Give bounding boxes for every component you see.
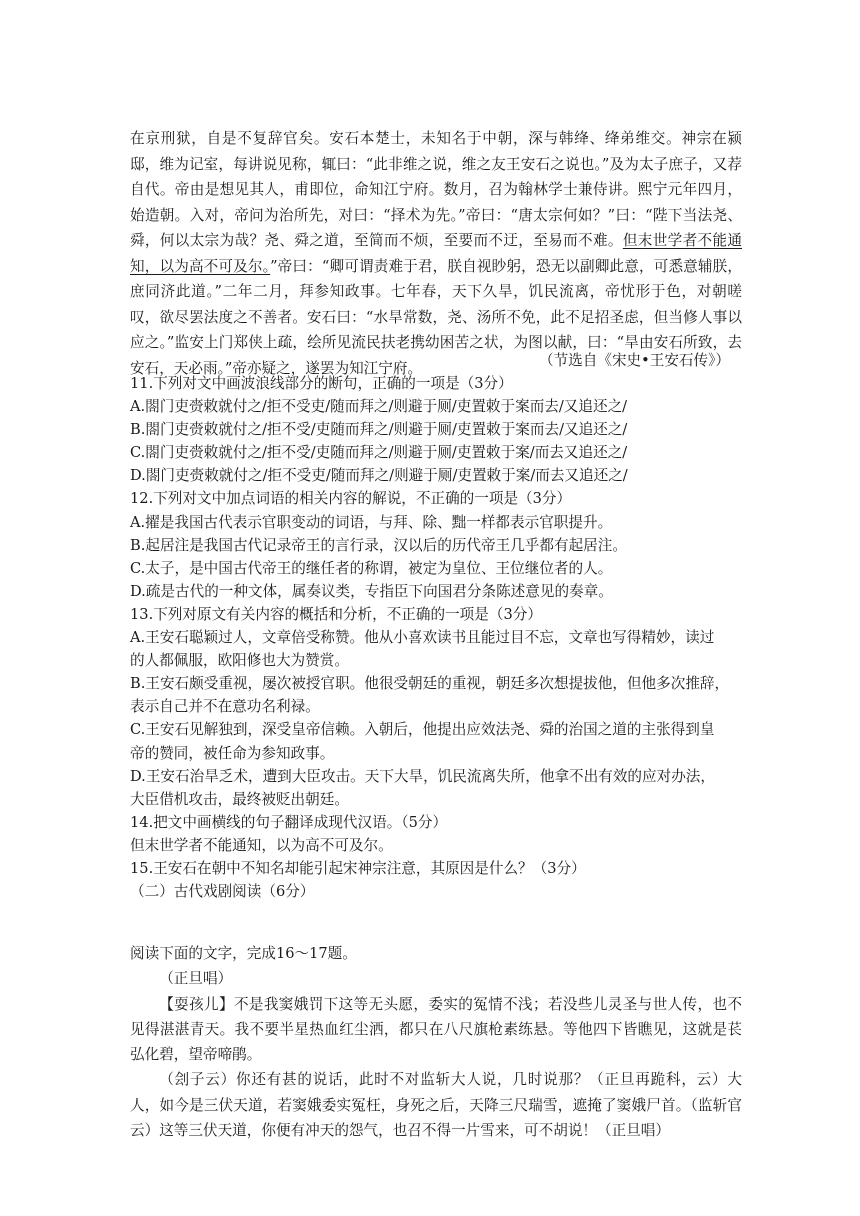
question-list	[130, 372, 742, 903]
question-line: （二）古代戏剧阅读（6分）	[130, 883, 315, 901]
question-line: C.王安石见解独到，深受皇帝信赖。入朝后，他提出应效法尧、舜的治国之道的主张得到皇	[130, 721, 715, 739]
question-line: 大臣借机攻击，最终被贬出朝廷。	[130, 790, 349, 808]
question-line: D.王安石治旱乏术，遭到大臣攻击。天下大旱，饥民流离失所，他拿不出有效的应对办法，	[130, 767, 715, 785]
question-line: 14.把文中画横线的句子翻译成现代汉语。（5分）	[130, 813, 448, 831]
question-line: 表示自己并不在意功名利禄。	[130, 698, 320, 716]
question-line: A.閤门吏赍敕就付之/拒不受吏/随而拜之/则避于厕/吏置敕于案而去/又追还之/	[130, 398, 628, 416]
question-line: D.閤门吏赍敕就付之/拒不受吏/随而拜之/则避于厕/吏置敕于案/而去又追还之/	[130, 467, 628, 485]
question-line: B.起居注是我国古代记录帝王的言行录，汉以后的历代帝王几乎都有起居注。	[130, 536, 627, 554]
question-line: 13.下列对原文有关内容的概括和分析，不正确的一项是（3分）	[130, 605, 542, 623]
question-line: 帝的赞同，被任命为参知政事。	[130, 744, 335, 762]
dotted-char: 疏	[277, 334, 293, 351]
passage-text: ，绘所见流民扶老携幼困苦之状，为图以献，曰：“旱由安石所致，去安石，天必雨。”帝亦疑之，遂罢为知江宁府。	[130, 334, 742, 377]
question-line: 11.下列对文中画波浪线部分的断句，正确的一项是（3分）	[130, 375, 513, 392]
passage-paragraph	[130, 126, 742, 381]
passage-text: 庶子，又荐自代。帝由是想见其人，甫即位，命知江宁府。数月，召为翰林学士兼侍讲。熙宁元年四月，始造朝。入对，帝问为治所先，对曰：“择术为先。”帝曰：“唐太宗何如？”曰：“陛下当法尧、舜，何以太宗为哉？尧、舜之道，至简而不烦，至要而不迂，至易而不难。	[130, 155, 742, 249]
question-line: C.太子，是中国古代帝王的继任者的称谓，被定为皇位、王位继位者的人。	[130, 559, 613, 577]
passage-source: （节选自《宋史•王安石传》）	[538, 352, 730, 369]
passage-text: 在京刑狱，自是不复辞官矣。安石本楚士，未知名于中朝，深与韩绛、绛弟维交。神宗在颍邸，维为记室，每讲说见称，辄曰：“此非维之说，维之友王安石之说也。”及为	[130, 130, 742, 173]
drama-role: （正旦唱）	[159, 970, 233, 988]
passage-text: ”帝曰：“卿可谓责难于君，朕自视眇躬，恐无以副卿此意，可悉意辅朕，庶同济此道。”二年二月，拜参知政事。七年春，天下久旱，饥民流离，帝忧形于色，对朝嗟叹，欲尽罢法度之不善者。安石曰：“水旱常数，尧、汤所不免，此不足招圣虑，但当修人事以应之。”监安上门郑侠上	[130, 257, 742, 351]
drama-intro: 阅读下面的文字，完成16～17题。	[130, 945, 357, 962]
drama-aria: 【耍孩儿】不是我窦娥罚下这等无头愿，委实的冤情不浅；若没些儿灵圣与世人传，也不见得湛湛青天。我不要半星热血红尘洒，都只在八尺旗枪素练悬。等他四下皆瞧见，这就是苌弘化碧，望帝啼鹃。	[130, 995, 742, 1064]
dotted-char: 子	[653, 155, 669, 173]
classical-passage	[130, 126, 742, 381]
question-line: A.王安石聪颖过人，文章倍受称赞。他从小喜欢读书且能过目不忘，文章也写得精妙，读过	[130, 629, 715, 647]
question-line: 但末世学者不能通知，以为高不可及尔。	[130, 836, 393, 854]
drama-section	[130, 941, 742, 1143]
drama-dialogue: （刽子云）你还有甚的说话，此时不对监斩大人说，几时说那？（正旦再跪科，云）大人，如今是三伏天道，若窦娥委实冤枉，身死之后，天降三尺瑞雪，遮掩了窦娥尸首。（监斩官云）这等三伏天道，你便有冲天的怨气，也召不得一片雪来，可不胡说！（正旦唱）	[130, 1071, 742, 1140]
question-line: C.閤门吏赍敕就付之/拒不受/吏随而拜之/则避于厕/吏置敕于案/而去又追还之/	[130, 444, 628, 462]
question-line: B.王安石颇受重视，屡次被授官职。他很受朝廷的重视，朝廷多次想提拔他，但他多次推辞，	[130, 675, 730, 693]
question-line: A.擢是我国古代表示官职变动的词语，与拜、除、黜一样都表示官职提升。	[130, 513, 613, 531]
underlined-sentence: 但末世学者不能通知，以为高不可及尔。	[130, 232, 742, 275]
question-line: B.閤门吏赍敕就付之/拒不受/吏随而拜之/则避于厕/吏置敕于案而去/又追还之/	[130, 421, 628, 439]
question-line: 12.下列对文中加点词语的相关内容的解说，不正确的一项是（3分）	[130, 490, 572, 508]
question-line: 15.王安石在朝中不知名却能引起宋神宗注意，其原因是什么？（3分）	[130, 859, 586, 877]
question-line: 的人都佩服，欧阳修也大为赞赏。	[130, 652, 349, 670]
dotted-char: 太	[638, 155, 654, 173]
question-line: D.疏是古代的一种文体，属奏议类，专指臣下向国君分条陈述意见的奏章。	[130, 582, 613, 600]
